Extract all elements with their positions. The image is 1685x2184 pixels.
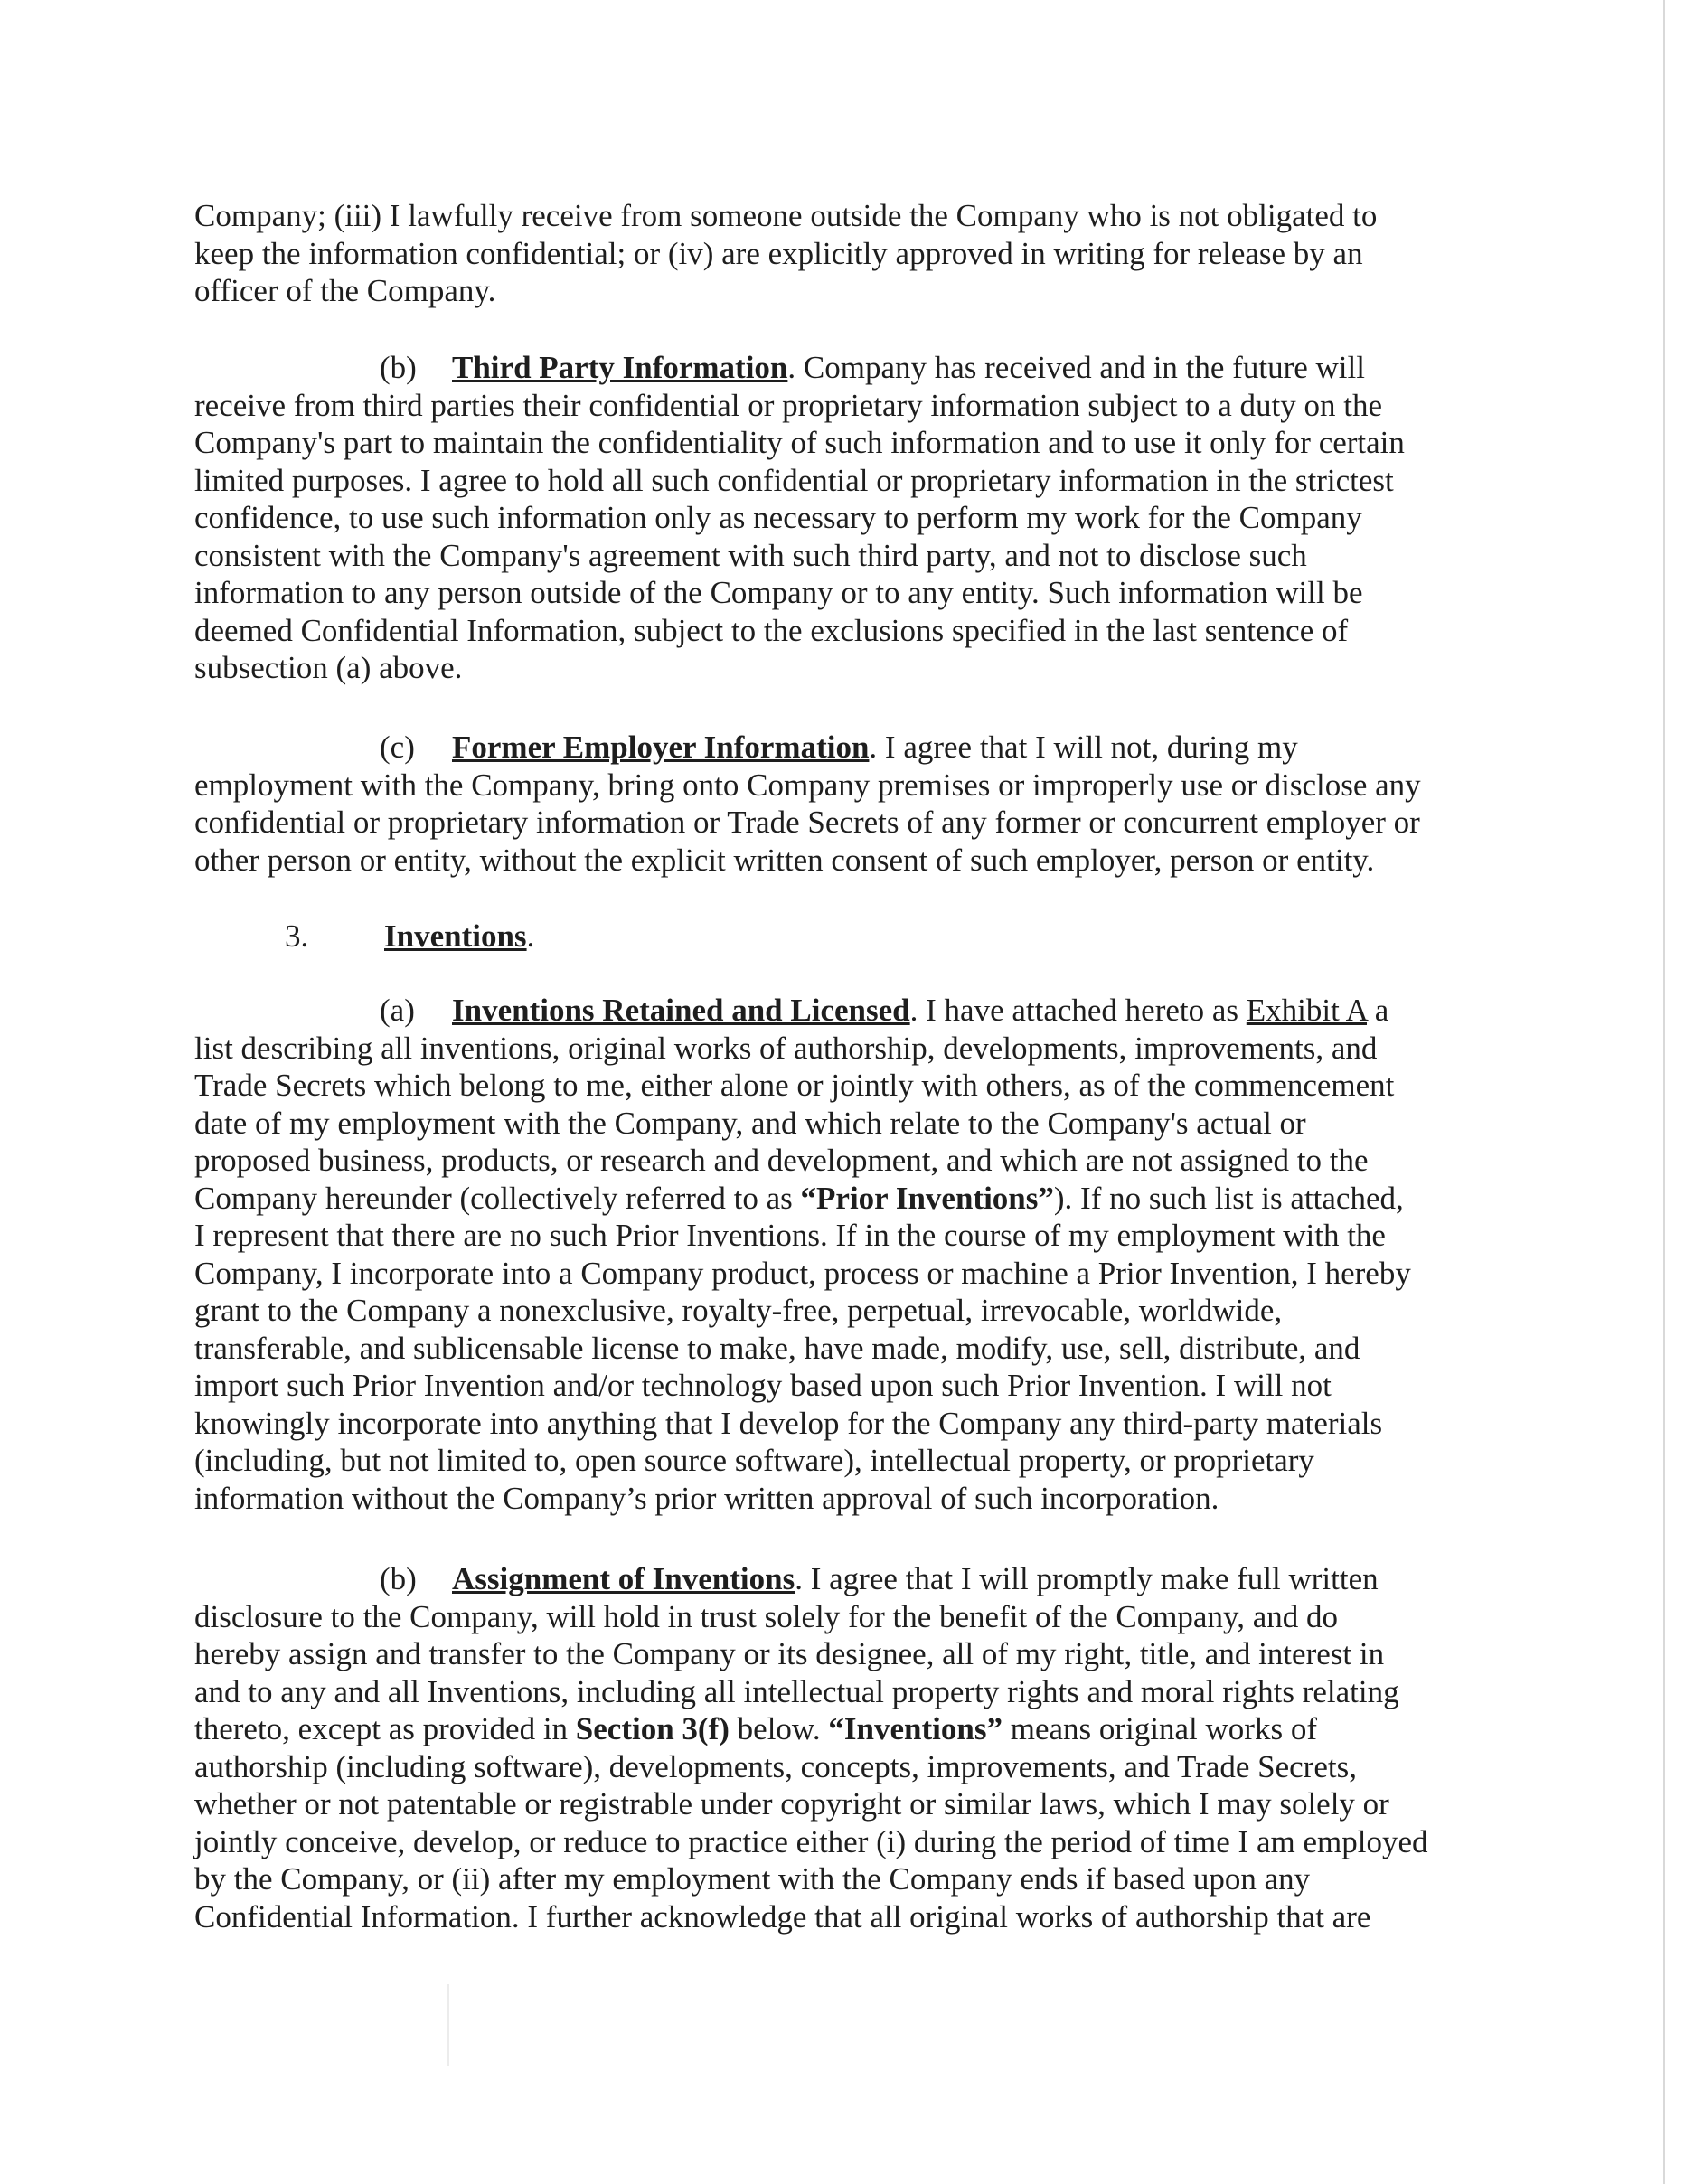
- paragraph-line: consistent with the Company's agreement with such third party, and not to disclose such: [194, 537, 1307, 573]
- paragraph-line: and to any and all Inventions, including all intellectual property rights and moral rights relating: [194, 1673, 1399, 1709]
- paragraph-line: knowingly incorporate into anything that I develop for the Company any third-party materials: [194, 1405, 1383, 1441]
- section-heading: Inventions: [384, 918, 527, 954]
- section-number: 3.: [285, 918, 309, 954]
- section-first-line-text: . I agree that I will not, during my: [869, 730, 1298, 765]
- paragraph-line: employment with the Company, bring onto Company premises or improperly use or disclose any: [194, 767, 1421, 803]
- paragraph-line: keep the information confidential; or (iv) are explicitly approved in writing for release by an: [194, 235, 1363, 271]
- paragraph-line: information without the Company’s prior written approval of such incorporation.: [194, 1480, 1219, 1516]
- section-marker: (c): [380, 730, 415, 765]
- paragraph-line: import such Prior Invention and/or technology based upon such Prior Invention. I will not: [194, 1368, 1332, 1403]
- line-middle: below.: [729, 1711, 829, 1746]
- section-3a-retained-licensed: [194, 992, 1478, 1517]
- paragraph-line: by the Company, or (ii) after my employment with the Company ends if based upon any: [194, 1861, 1311, 1897]
- section-heading-suffix: .: [526, 918, 535, 954]
- section-heading: Former Employer Information: [452, 730, 870, 765]
- section-first-line: [194, 729, 1478, 767]
- section-first-line-text: . I have attached hereto as: [909, 993, 1247, 1028]
- paragraph-line: grant to the Company a nonexclusive, royalty-free, perpetual, irrevocable, worldwide,: [194, 1293, 1283, 1328]
- paragraph-line: I represent that there are no such Prior Inventions. If in the course of my employment with the: [194, 1218, 1386, 1253]
- line-suffix: means original works of: [1002, 1711, 1317, 1746]
- paragraph-line: limited purposes. I agree to hold all such confidential or proprietary information in the strictest: [194, 462, 1394, 498]
- paragraph-line-with-term: [194, 1180, 1478, 1218]
- paragraph-line: deemed Confidential Information, subject to the exclusions specified in the last sentence of: [194, 612, 1349, 648]
- paragraph-line: information to any person outside of the Company or to any entity. Such information will be: [194, 575, 1363, 610]
- paragraph-line: officer of the Company.: [194, 273, 496, 308]
- section-reference: Section 3(f): [575, 1711, 730, 1746]
- paragraph-line: Company; (iii) I lawfully receive from someone outside the Company who is not obligated to: [194, 198, 1378, 233]
- paragraph-line: Confidential Information. I further acknowledge that all original works of authorship that are: [194, 1898, 1371, 1935]
- section-heading: Inventions Retained and Licensed: [452, 993, 910, 1028]
- section-heading: Assignment of Inventions: [452, 1561, 795, 1596]
- section-marker: (b): [380, 350, 417, 385]
- paragraph-line-with-term: [194, 1710, 1478, 1748]
- line-prefix: Company hereunder (collectively referred to as: [194, 1180, 801, 1216]
- defined-term-prior-inventions: “Prior Inventions”: [800, 1180, 1054, 1216]
- section-marker: (b): [380, 1561, 417, 1596]
- line-suffix: ). If no such list is attached,: [1053, 1180, 1404, 1216]
- section-3-inventions: [194, 918, 1478, 956]
- section-first-line-text: . Company has received and in the future will: [787, 350, 1365, 385]
- paragraph-line: Trade Secrets which belong to me, either alone or jointly with others, as of the commencement: [194, 1068, 1395, 1103]
- section-3b-assignment: [194, 1560, 1478, 1935]
- line-prefix: thereto, except as provided in: [194, 1711, 576, 1746]
- section-first-line: [194, 349, 1478, 387]
- section-first-line: [194, 1560, 1478, 1598]
- section-b-third-party: [194, 349, 1478, 687]
- section-heading: Third Party Information: [452, 350, 788, 385]
- paragraph-line: whether or not patentable or registrable under copyright or similar laws, which I may solely or: [194, 1786, 1389, 1822]
- paragraph-line: date of my employment with the Company, and which relate to the Company's actual or: [194, 1105, 1306, 1141]
- paragraph-line: confidence, to use such information only as necessary to perform my work for the Company: [194, 500, 1362, 535]
- section-marker: (a): [380, 993, 415, 1028]
- scan-artifact: [447, 1984, 449, 2066]
- section-c-former-employer: [194, 729, 1478, 879]
- paragraph-line: (including, but not limited to, open source software), intellectual property, or proprietary: [194, 1443, 1314, 1478]
- paragraph-line: other person or entity, without the explicit written consent of such employer, person or entity.: [194, 842, 1375, 878]
- intro-paragraph: [194, 197, 1478, 310]
- paragraph-line: disclosure to the Company, will hold in trust solely for the benefit of the Company, and do: [194, 1598, 1338, 1634]
- paragraph-line: subsection (a) above.: [194, 650, 463, 685]
- section-first-line-text: . I agree that I will promptly make full written: [795, 1561, 1379, 1596]
- paragraph-line: Company's part to maintain the confidentiality of such information and to use it only for certain: [194, 425, 1405, 460]
- paragraph-line: receive from third parties their confidential or proprietary information subject to a duty on the: [194, 387, 1383, 423]
- paragraph-line: Company, I incorporate into a Company product, process or machine a Prior Invention, I hereby: [194, 1255, 1411, 1291]
- paragraph-line: jointly conceive, develop, or reduce to practice either (i) during the period of time I am employed: [194, 1823, 1428, 1859]
- section-first-line-end: a: [1367, 993, 1389, 1028]
- exhibit-a-reference: Exhibit A: [1246, 993, 1368, 1028]
- paragraph-line: list describing all inventions, original works of authorship, developments, improvements, and: [194, 1030, 1378, 1066]
- section-title-line: [194, 918, 1478, 956]
- paragraph-line: confidential or proprietary information or Trade Secrets of any former or concurrent employer or: [194, 805, 1420, 840]
- paragraph-line: authorship (including software), developments, concepts, improvements, and Trade Secrets,: [194, 1748, 1357, 1784]
- section-first-line: [194, 992, 1478, 1030]
- paragraph-line: transferable, and sublicensable license to make, have made, modify, use, sell, distribute, and: [194, 1330, 1360, 1366]
- page-edge-divider: [1663, 0, 1665, 2184]
- defined-term-inventions: “Inventions”: [828, 1711, 1003, 1746]
- paragraph-line: proposed business, products, or research and development, and which are not assigned to the: [194, 1143, 1369, 1178]
- paragraph-line: hereby assign and transfer to the Company or its designee, all of my right, title, and interest in: [194, 1636, 1385, 1671]
